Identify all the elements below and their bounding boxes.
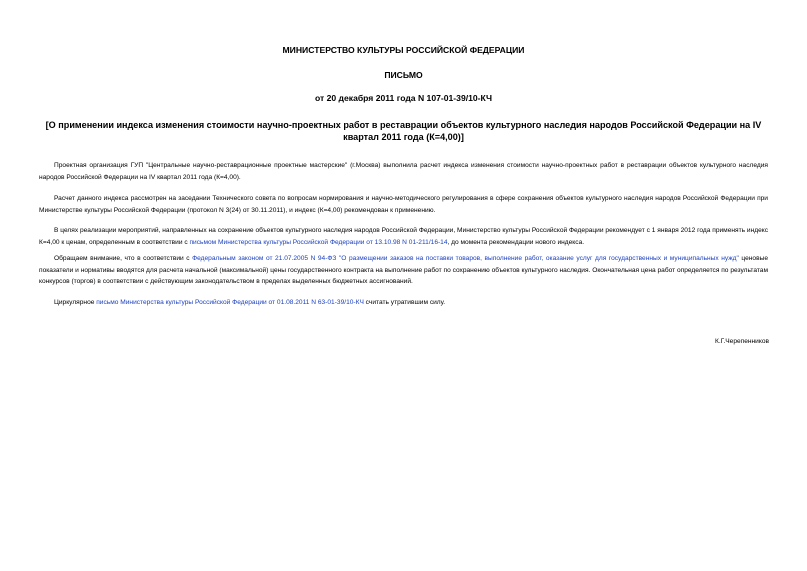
- paragraph-5-text-a: Циркулярное: [54, 299, 97, 306]
- paragraph-3-text-a: В целях реализации мероприятий, направленных на сохранение объектов культурного наследия народов Российской Федерации, Министерство культуры Российской Федерации рекомендует с 1 января 2012 года применять индекс К=4,00 к ценам, определенным в соответствии с: [39, 227, 768, 246]
- paragraph-5: [39, 297, 768, 309]
- paragraph-4-text-b: ценовые показатели и нормативы вводятся для расчета начальной (максимальной) цены государственного контракта на выполнение работ по сохранению объектов культурного наследия. Окончательная цена работ определяется по результатам конкурсов (торгов) в соответствии с действующим законодательством в пределах выделенных бюджетных ассигнований.: [39, 255, 768, 285]
- circular-letter-link[interactable]: письмо Министерства культуры Российской Федерации от 01.08.2011 N 63-01-39/10-КЧ: [96, 299, 364, 306]
- document-title: [О применении индекса изменения стоимости научно-проектных работ в реставрации объектов культурного наследия народов Российской Федерации на IV квартал 2011 года (К=4,00)]: [45, 120, 762, 142]
- paragraph-1: Проектная организация ГУП "Центральные научно-реставрационные проектные мастерские" (г.Москва) выполнила расчет индекса изменения стоимости научно-проектных работ в реставрации объектов культурного наследия народов Российской Федерации на IV квартал 2011 года (К=4,00).: [39, 162, 768, 181]
- paragraph-4: [39, 253, 768, 288]
- letter-13-10-98-link[interactable]: письмом Министерства культуры Российской Федерации от 13.10.98 N 01-211/16-14: [189, 238, 448, 246]
- signature: К.Г.Черепенников: [715, 338, 769, 345]
- paragraph-5-text-b: считать утратившим силу.: [363, 299, 446, 306]
- paragraph-3: [39, 225, 768, 248]
- document-type-heading: ПИСЬМО: [384, 70, 423, 80]
- paragraph-2: Расчет данного индекса рассмотрен на заседании Технического совета по вопросам нормирования и научно-методического регулирования в сфере сохранения объектов культурного наследия народов Российской Федерации при Министерстве культуры Российской Федерации (протокол N 3(24) от 30.11.2011), и индекс (К=4,00) рекомендован к применению.: [39, 195, 768, 214]
- paragraph-3-text-b: , до момента рекомендации нового индекса.: [447, 238, 585, 246]
- federal-law-94-fz-link[interactable]: Федеральным законом от 21.07.2005 N 94-ФЗ "О размещении заказов на поставки товаров, выполнение работ, оказание услуг для государственных и муниципальных нужд": [192, 255, 739, 262]
- ministry-heading: МИНИСТЕРСТВО КУЛЬТУРЫ РОССИЙСКОЙ ФЕДЕРАЦИИ: [282, 45, 525, 55]
- document-date-number: от 20 декабря 2011 года N 107-01-39/10-КЧ: [314, 93, 493, 103]
- paragraph-4-text-a: Обращаем внимание, что в соответствии с: [54, 255, 193, 262]
